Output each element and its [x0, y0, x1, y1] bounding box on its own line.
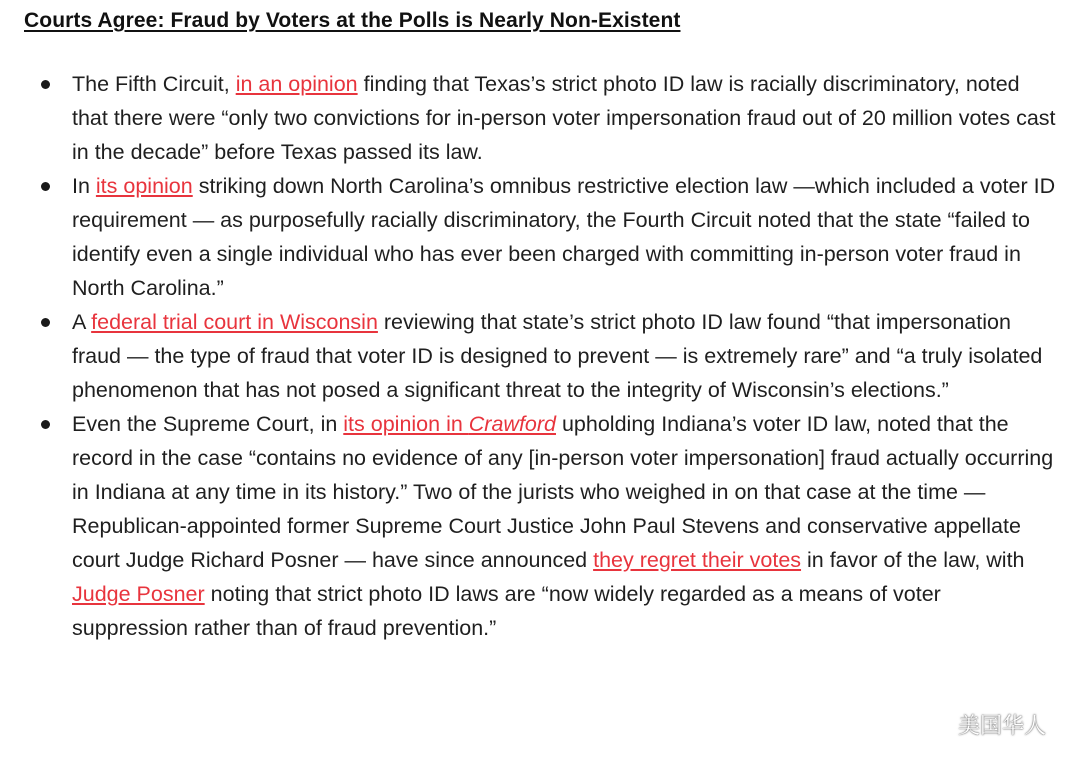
item-text: The Fifth Circuit, [72, 72, 236, 96]
link-text-italic: Crawford [468, 412, 556, 436]
link-in-an-opinion[interactable]: in an opinion [235, 72, 358, 96]
item-text: reviewing that state’s strict photo ID law found “that impersonation fraud — the type of fraud that voter ID is designed to prevent — is extremely rare” and “a truly isolated phenomenon that has not posed a significant threat to the integrity of Wisconsin’s elections.” [72, 310, 1043, 402]
bullet-icon [41, 80, 50, 89]
item-text: finding that Texas’s strict photo ID law is racially discriminatory, noted that there were “only two convictions for in-person voter impersonation fraud out of 20 million votes cast in the decade” before Texas passed its law. [72, 72, 1056, 164]
watermark [922, 709, 1046, 740]
link-text: its opinion in [343, 412, 469, 436]
item-text: in favor of the law, with [801, 548, 1025, 572]
wechat-icon [922, 712, 952, 738]
item-text: In [72, 174, 96, 198]
item-text: striking down North Carolina’s omnibus restrictive election law —which included a voter ID requirement — as purposefully racially discriminatory, the Fourth Circuit noted that the state “failed to identify even a single individual who has ever been charged with committing in-person voter fraud in North Carolina.” [72, 174, 1056, 300]
bullet-icon [41, 318, 50, 327]
link-federal-trial-court[interactable]: federal trial court in Wisconsin [91, 310, 378, 334]
bullet-list [0, 67, 1060, 645]
bullet-icon [41, 182, 50, 191]
link-crawford-opinion[interactable] [343, 412, 556, 436]
bullet-icon [41, 420, 50, 429]
link-its-opinion[interactable]: its opinion [95, 174, 193, 198]
list-item [0, 407, 1060, 645]
link-judge-posner[interactable]: Judge Posner [72, 582, 205, 606]
item-text: A [72, 310, 92, 334]
list-item [0, 305, 1060, 407]
list-item [0, 67, 1060, 169]
watermark-text: 美国华人 [957, 713, 1046, 738]
link-regret-votes[interactable]: they regret their votes [593, 548, 802, 572]
item-text: noting that strict photo ID laws are “now widely regarded as a means of voter suppression rather than of fraud prevention.” [72, 582, 941, 640]
item-text: Even the Supreme Court, in [72, 412, 344, 436]
item-text: upholding Indiana’s voter ID law, noted that the record in the case “contains no evidence of any [in-person voter impersonation] fraud actually occurring in Indiana at any time in its history.” Two of the jurists who weighed in on that case at the time — Republican-appointed former Supreme Court Justice John Paul Stevens and conservative appellate court Judge Richard Posner — have since announced [72, 412, 1054, 572]
list-item [0, 169, 1060, 305]
section-heading: Courts Agree: Fraud by Voters at the Polls is Nearly Non-Existent [24, 9, 681, 32]
